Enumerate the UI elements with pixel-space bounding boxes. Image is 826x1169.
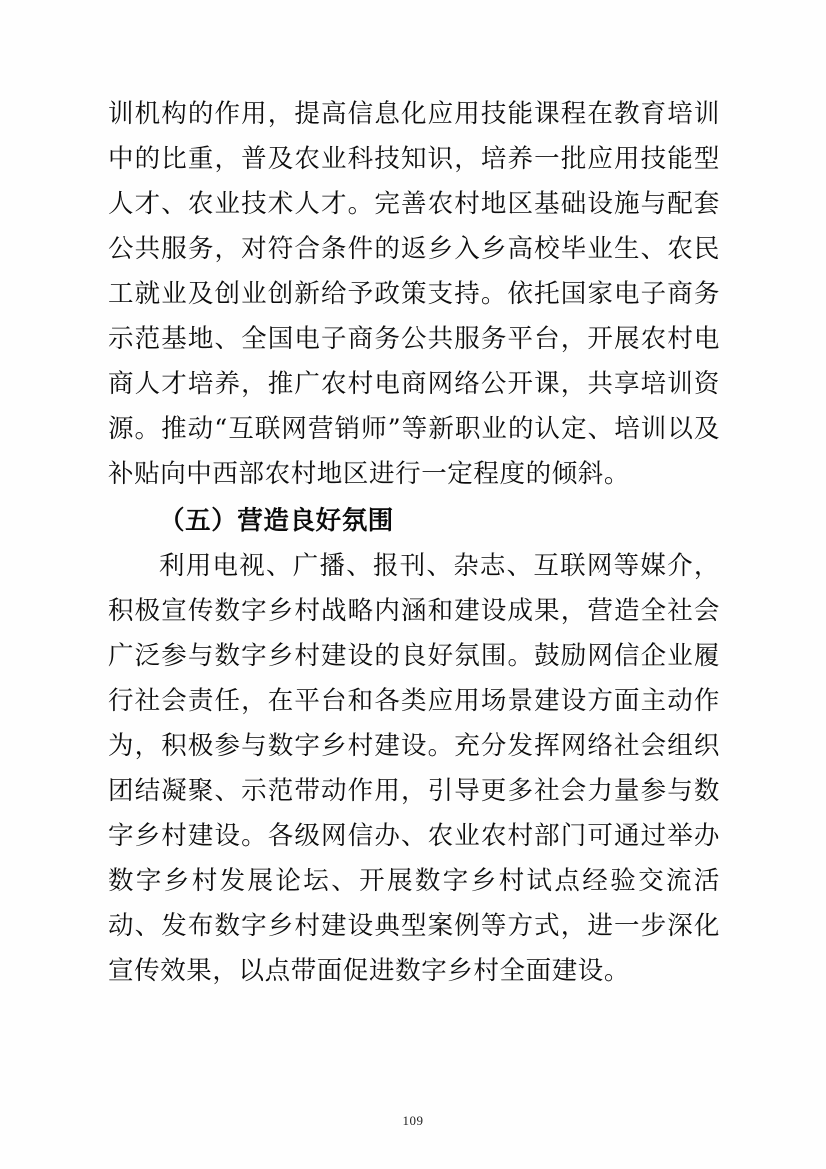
section-paragraph: 利用电视、广播、报刊、杂志、互联网等媒介，积极宣传数字乡村战略内涵和建设成果，营造全社会广泛参与数字乡村建设的良好氛围。鼓励网信企业履行社会责任，在平台和各类应用场景建设方面主动作为，积极参与数字乡村建设。充分发挥网络社会组织团结凝聚、示范带动作用，引导更多社会力量参与数字乡村建设。各级网信办、农业农村部门可通过举办数字乡村发展论坛、开展数字乡村试点经验交流活动、发布数字乡村建设典型案例等方式，进一步深化宣传效果，以点带面促进数字乡村全面建设。 [108,551,720,986]
paragraph-continuation: 训机构的作用，提高信息化应用技能课程在教育培训中的比重，普及农业科技知识，培养一批应用技能型人才、农业技术人才。完善农村地区基础设施与配套公共服务，对符合条件的返乡入乡高校毕业生、农民工就业及创业创新给予政策支持。依托国家电子商务示范基地、全国电子商务公共服务平台，开展农村电商人才培养，推广农村电商网络公开课，共享培训资源。推动“互联网营销师”等新职业的认定、培训以及补贴向中西部农村地区进行一定程度的倾斜。 [108,99,720,489]
page-footer [0,1112,826,1130]
page-content [108,92,720,994]
page-number: 109 [402,1113,424,1128]
section-heading: （五）营造良好氛围 [159,506,394,536]
